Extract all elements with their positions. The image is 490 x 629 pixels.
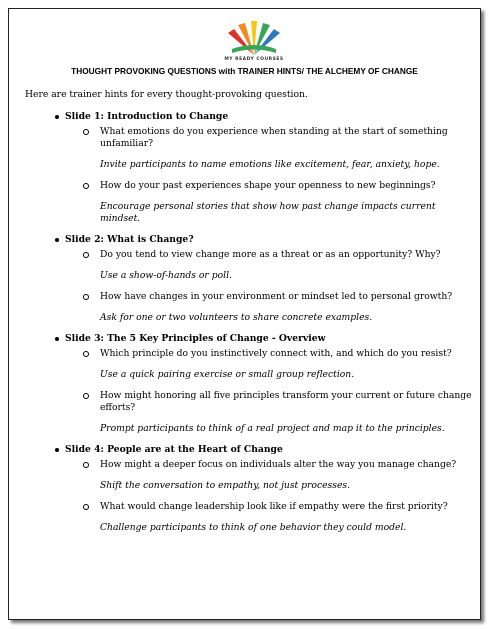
question-item	[25, 291, 473, 303]
question-item	[25, 390, 473, 414]
intro-text: Here are trainer hints for every thought-provoking question.	[25, 89, 308, 100]
slide-heading: Slide 3: The 5 Key Principles of Change - Overview	[25, 333, 473, 345]
slide-section-1	[25, 111, 473, 225]
question-text: How might a deeper focus on individuals alter the way you manage change?	[100, 459, 457, 470]
bullet-icon	[55, 238, 59, 242]
question-text: How might honoring all five principles transform your current or future change efforts?	[100, 390, 472, 413]
trainer-hint: Ask for one or two volunteers to share concrete examples.	[100, 312, 373, 323]
circle-bullet-icon	[83, 252, 89, 258]
trainer-hint: Invite participants to name emotions like excitement, fear, anxiety, hope.	[100, 159, 440, 170]
question-item	[25, 126, 473, 150]
slide-section-4	[25, 444, 473, 534]
circle-bullet-icon	[83, 504, 89, 510]
slide-heading: Slide 1: Introduction to Change	[25, 111, 473, 123]
bullet-icon	[55, 115, 59, 119]
circle-bullet-icon	[83, 393, 89, 399]
question-text: Do you tend to view change more as a threat or as an opportunity? Why?	[100, 249, 441, 260]
slide-section-2	[25, 234, 473, 324]
question-item	[25, 501, 473, 513]
bullet-icon	[55, 448, 59, 452]
slide-section-3	[25, 333, 473, 435]
slide-heading: Slide 2: What is Change?	[25, 234, 473, 246]
document-page	[8, 8, 481, 620]
document-title: THOUGHT PROVOKING QUESTIONS with TRAINER HINTS/ THE ALCHEMY OF CHANGE	[71, 66, 418, 76]
bullet-icon	[55, 337, 59, 341]
circle-bullet-icon	[83, 294, 89, 300]
document-body	[25, 89, 473, 543]
circle-bullet-icon	[83, 129, 89, 135]
question-text: What emotions do you experience when standing at the start of something unfamiliar?	[100, 126, 448, 149]
question-item	[25, 249, 473, 261]
question-text: What would change leadership look like if empathy were the first priority?	[100, 501, 448, 512]
trainer-hint: Use a quick pairing exercise or small group reflection.	[100, 369, 355, 380]
brand-logo	[214, 19, 294, 65]
trainer-hint: Encourage personal stories that show how past change impacts current mindset.	[100, 201, 436, 224]
trainer-hint: Challenge participants to think of one behavior they could model.	[100, 522, 407, 533]
trainer-hint: Use a show-of-hands or poll.	[100, 270, 232, 281]
question-text: How have changes in your environment or mindset led to personal growth?	[100, 291, 453, 302]
logo-graphic	[214, 19, 294, 59]
question-item	[25, 180, 473, 192]
question-text: Which principle do you instinctively connect with, and which do you resist?	[100, 348, 452, 359]
question-item	[25, 348, 473, 360]
logo-text: MY READY COURSES	[224, 57, 284, 62]
circle-bullet-icon	[83, 462, 89, 468]
question-item	[25, 459, 473, 471]
trainer-hint: Shift the conversation to empathy, not just processes.	[100, 480, 351, 491]
slide-heading: Slide 4: People are at the Heart of Change	[25, 444, 473, 456]
circle-bullet-icon	[83, 183, 89, 189]
question-text: How do your past experiences shape your openness to new beginnings?	[100, 180, 436, 191]
trainer-hint: Prompt participants to think of a real project and map it to the principles.	[100, 423, 445, 434]
circle-bullet-icon	[83, 351, 89, 357]
